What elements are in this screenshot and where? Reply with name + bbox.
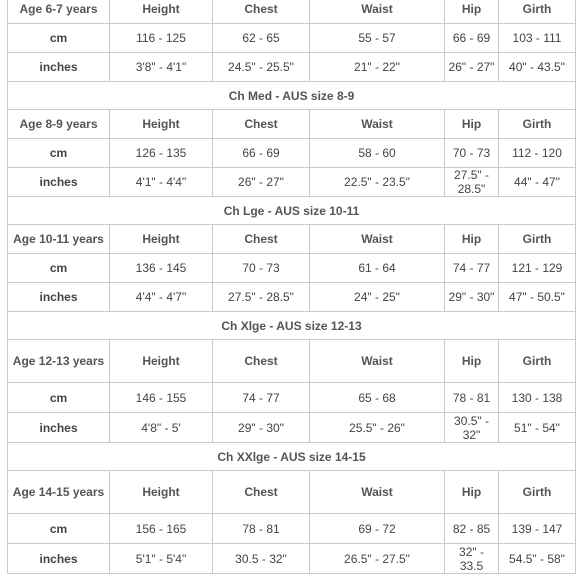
cm-chest-cell: 66 - 69	[213, 139, 310, 168]
inches-chest-cell: 30.5 - 32"	[213, 544, 310, 574]
column-header-height: Height	[110, 471, 213, 514]
cm-hip-cell: 66 - 69	[445, 24, 499, 53]
column-header-height: Height	[110, 110, 213, 139]
inches-waist-cell: 26.5" - 27.5"	[310, 544, 445, 574]
inches-chest-cell: 27.5" - 28.5"	[213, 283, 310, 312]
header-row	[8, 340, 576, 383]
section-title-row	[8, 443, 576, 471]
cm-height-cell: 116 - 125	[110, 24, 213, 53]
age-range-header: Age 10-11 years	[8, 225, 110, 254]
cm-row	[8, 254, 576, 283]
column-header-waist: Waist	[310, 471, 445, 514]
inches-height-cell: 4'4" - 4'7"	[110, 283, 213, 312]
row-label-inches: inches	[8, 168, 110, 197]
column-header-waist: Waist	[310, 225, 445, 254]
inches-girth-cell: 54.5" - 58"	[499, 544, 576, 574]
cm-height-cell: 126 - 135	[110, 139, 213, 168]
column-header-chest: Chest	[213, 110, 310, 139]
inches-chest-cell: 29" - 30"	[213, 413, 310, 443]
inches-row	[8, 53, 576, 82]
cm-chest-cell: 74 - 77	[213, 383, 310, 413]
row-label-cm: cm	[8, 24, 110, 53]
inches-waist-cell: 25.5" - 26"	[310, 413, 445, 443]
inches-row	[8, 544, 576, 574]
cm-row	[8, 139, 576, 168]
inches-girth-cell: 47" - 50.5"	[499, 283, 576, 312]
row-label-inches: inches	[8, 413, 110, 443]
cm-waist-cell: 65 - 68	[310, 383, 445, 413]
inches-row	[8, 413, 576, 443]
row-label-cm: cm	[8, 139, 110, 168]
section-title: Ch Lge - AUS size 10-11	[8, 197, 576, 225]
cm-row	[8, 24, 576, 53]
cm-row	[8, 383, 576, 413]
inches-hip-cell: 30.5" - 32"	[445, 413, 499, 443]
inches-girth-cell: 51" - 54"	[499, 413, 576, 443]
inches-hip-cell: 29" - 30"	[445, 283, 499, 312]
cm-height-cell: 156 - 165	[110, 514, 213, 544]
inches-row	[8, 283, 576, 312]
inches-chest-cell: 24.5" - 25.5"	[213, 53, 310, 82]
cm-girth-cell: 139 - 147	[499, 514, 576, 544]
column-header-girth: Girth	[499, 471, 576, 514]
column-header-height: Height	[110, 225, 213, 254]
inches-waist-cell: 22.5" - 23.5"	[310, 168, 445, 197]
column-header-hip: Hip	[445, 110, 499, 139]
column-header-girth: Girth	[499, 340, 576, 383]
column-header-height: Height	[110, 0, 213, 24]
column-header-waist: Waist	[310, 0, 445, 24]
header-row	[8, 110, 576, 139]
cm-height-cell: 146 - 155	[110, 383, 213, 413]
inches-height-cell: 4'1" - 4'4"	[110, 168, 213, 197]
cm-hip-cell: 82 - 85	[445, 514, 499, 544]
row-label-cm: cm	[8, 514, 110, 544]
column-header-hip: Hip	[445, 471, 499, 514]
inches-height-cell: 3'8" - 4'1"	[110, 53, 213, 82]
section-title-row	[8, 82, 576, 110]
section-title: Ch XXlge - AUS size 14-15	[8, 443, 576, 471]
row-label-cm: cm	[8, 383, 110, 413]
column-header-chest: Chest	[213, 225, 310, 254]
cm-row	[8, 514, 576, 544]
column-header-waist: Waist	[310, 110, 445, 139]
row-label-inches: inches	[8, 53, 110, 82]
section-title-row	[8, 312, 576, 340]
size-chart-table	[7, 0, 575, 574]
column-header-chest: Chest	[213, 0, 310, 24]
cm-waist-cell: 55 - 57	[310, 24, 445, 53]
age-range-header: Age 12-13 years	[8, 340, 110, 383]
inches-girth-cell: 40" - 43.5"	[499, 53, 576, 82]
cm-girth-cell: 112 - 120	[499, 139, 576, 168]
cm-chest-cell: 70 - 73	[213, 254, 310, 283]
cm-waist-cell: 69 - 72	[310, 514, 445, 544]
age-range-header: Age 8-9 years	[8, 110, 110, 139]
section-title: Ch Xlge - AUS size 12-13	[8, 312, 576, 340]
column-header-girth: Girth	[499, 0, 576, 24]
column-header-girth: Girth	[499, 225, 576, 254]
header-row	[8, 0, 576, 24]
cm-hip-cell: 74 - 77	[445, 254, 499, 283]
cm-chest-cell: 62 - 65	[213, 24, 310, 53]
column-header-hip: Hip	[445, 225, 499, 254]
column-header-waist: Waist	[310, 340, 445, 383]
section-title-row	[8, 197, 576, 225]
cm-hip-cell: 70 - 73	[445, 139, 499, 168]
inches-row	[8, 168, 576, 197]
column-header-hip: Hip	[445, 340, 499, 383]
header-row	[8, 225, 576, 254]
age-range-header: Age 14-15 years	[8, 471, 110, 514]
inches-chest-cell: 26" - 27"	[213, 168, 310, 197]
inches-girth-cell: 44" - 47"	[499, 168, 576, 197]
header-row	[8, 471, 576, 514]
cm-waist-cell: 61 - 64	[310, 254, 445, 283]
column-header-girth: Girth	[499, 110, 576, 139]
column-header-hip: Hip	[445, 0, 499, 24]
cm-waist-cell: 58 - 60	[310, 139, 445, 168]
column-header-height: Height	[110, 340, 213, 383]
inches-waist-cell: 21" - 22"	[310, 53, 445, 82]
row-label-inches: inches	[8, 283, 110, 312]
inches-hip-cell: 26" - 27"	[445, 53, 499, 82]
section-title: Ch Med - AUS size 8-9	[8, 82, 576, 110]
cm-girth-cell: 121 - 129	[499, 254, 576, 283]
column-header-chest: Chest	[213, 340, 310, 383]
cm-hip-cell: 78 - 81	[445, 383, 499, 413]
inches-height-cell: 5'1" - 5'4"	[110, 544, 213, 574]
cm-chest-cell: 78 - 81	[213, 514, 310, 544]
cm-girth-cell: 130 - 138	[499, 383, 576, 413]
inches-hip-cell: 32" - 33.5	[445, 544, 499, 574]
cm-height-cell: 136 - 145	[110, 254, 213, 283]
cm-girth-cell: 103 - 111	[499, 24, 576, 53]
row-label-cm: cm	[8, 254, 110, 283]
inches-height-cell: 4'8" - 5'	[110, 413, 213, 443]
age-range-header: Age 6-7 years	[8, 0, 110, 24]
column-header-chest: Chest	[213, 471, 310, 514]
inches-waist-cell: 24" - 25"	[310, 283, 445, 312]
inches-hip-cell: 27.5" - 28.5"	[445, 168, 499, 197]
row-label-inches: inches	[8, 544, 110, 574]
